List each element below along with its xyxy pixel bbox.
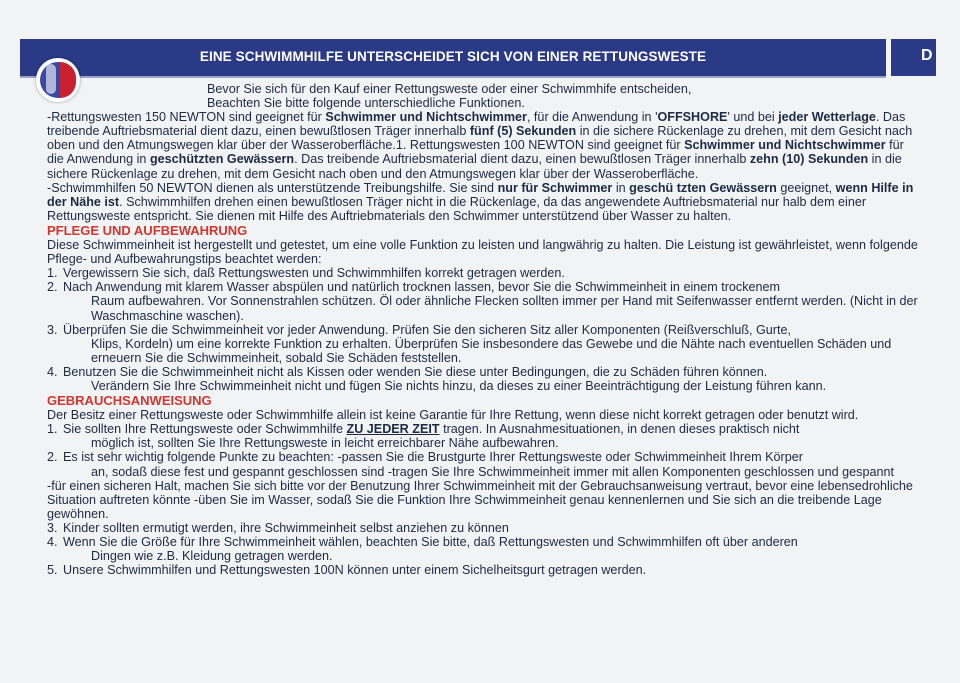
text-run: in die sichere Rückenlage zu drehen, mit dem Gesicht nach oben und den Atmungswegen klar über der Wasseroberfläche.1. Rettungswesten 100 NEWTON sind geeignet für	[47, 124, 913, 153]
bold-run: geschützten Gewässern	[149, 152, 295, 167]
list-item-continuation: möglich ist, sollten Sie Ihre Rettungsweste in leicht erreichbarer Nähe aufbewahren.	[91, 436, 559, 451]
text-run: . Schwimmhilfen drehen einen bewußtlosen Träger nicht in die Rückenlage, da das angewendete Auftriebsmaterial nur halb dem einer Rettungsweste entspricht. Sie dienen mit Hilfe des Auftriebmaterials den Schwimmer unterstützend über Wasser zu halten.	[47, 194, 867, 223]
list-item	[47, 280, 922, 294]
gebrauch-dash-paragraph: -für einen sicheren Halt, machen Sie sich bitte vor der Benutzung Ihrer Schwimmeinheit mit der Gebrauchsanweisung vertraut, bevor eine lebensedrohliche Situation auftreten könnte -üben Sie im Wasser, sodaß Sie die Funktion Ihre Schwimmeinheit genau kennenlernen und Sie sich an die treibende Lage gewöhnen.	[47, 478, 913, 521]
item-text: Benutzen Sie die Schwimmeinheit nicht als Kissen oder wenden Sie diese unter Bedingungen, die zu Schäden führen können.	[63, 364, 768, 379]
item-text: tragen. In Ausnahmesituationen, in denen dieses praktisch nicht	[439, 422, 800, 437]
list-item	[47, 365, 922, 379]
list-item-continuation: Verändern Sie Ihre Schwimmeinheit nicht und fügen Sie nichts hinzu, da dieses zu einer Beeinträchtigung der Leistung führen kann.	[91, 378, 827, 393]
text-run: . Das treibende Auftriebsmaterial dient dazu, einen bewußtlosen Träger innerhalb	[47, 110, 906, 139]
text-run: für die Anwendung in	[47, 138, 904, 167]
item-text: Unsere Schwimmhilfen und Rettungswesten 100N können unter einem Sichelheitsgurt getragen werden.	[63, 563, 647, 578]
list-item	[47, 323, 922, 337]
item-text: Wenn Sie die Größe für Ihre Schwimmeinheit wählen, beachten Sie bitte, daß Rettungswesten und Schwimmhilfen oft über anderen	[63, 535, 798, 549]
list-item-continuation: Klips, Kordeln) um eine korrekte Funktion zu erhalten. Überprüfen Sie insbesondere das Gewebe und die Nähte nach eventuellen Schäden und erneuern Sie die Schwimmeinheit, sobald Sie Schäden feststellen.	[91, 336, 892, 365]
item-text: Überprüfen Sie die Schwimmeinheit vor jeder Anwendung. Prüfen Sie den sicheren Sitz aller Komponenten (Reißverschluß, Gurte,	[63, 322, 792, 337]
item-number: 3.	[47, 520, 58, 535]
item-text: Vergewissern Sie sich, daß Rettungswesten und Schwimmhilfen korrekt getragen werden.	[63, 266, 565, 281]
next-page-tab	[891, 39, 936, 76]
item-text: Sie sollten Ihre Rettungsweste oder Schwimmhilfe	[63, 422, 347, 437]
paragraph-schwimmhilfen	[47, 181, 922, 223]
intro-line-1: Bevor Sie sich für den Kauf einer Rettungsweste oder einer Schwimmhife entscheiden,	[207, 82, 692, 96]
item-number: 2.	[47, 450, 58, 465]
section-header-bar	[20, 39, 886, 78]
bold-run: geschü tzten Gewässern	[629, 180, 777, 195]
text-run: ' und bei	[727, 110, 779, 125]
text-run: in	[612, 180, 630, 195]
emphasis-underlined: ZU JEDER ZEIT	[346, 422, 440, 437]
bold-run: wenn Hilfe in der Nähe ist	[47, 180, 914, 209]
item-number: 1.	[47, 266, 58, 281]
item-number: 3.	[47, 322, 58, 337]
heading-gebrauch: GEBRAUCHSANWEISUNG	[47, 393, 212, 409]
heading-pflege: PFLEGE UND AUFBEWAHRUNG	[47, 222, 248, 238]
text-run: . Das treibende Auftriebsmaterial dient dazu, einen bewußtlosen Träger innerhalb	[294, 152, 750, 167]
item-number: 2.	[47, 280, 58, 295]
item-number: 1.	[47, 422, 58, 437]
text-run: , für die Anwendung in '	[526, 110, 658, 125]
intro-line-2: Beachten Sie bitte folgende unterschiedliche Funktionen.	[207, 96, 525, 111]
paragraph-rettungswesten	[47, 110, 922, 180]
list-item-continuation: an, sodaß diese fest und gespannt geschlossen sind -tragen Sie Ihre Schwimmeinheit immer mit allen Komponenten geschlossen und gespannt	[91, 464, 894, 479]
item-text: Nach Anwendung mit klarem Wasser abspülen und natürlich trocknen lassen, bevor Sie die Schwimmeinheit in einem trockenem	[63, 280, 781, 295]
list-item	[47, 563, 922, 577]
item-number: 5.	[47, 563, 58, 578]
bold-run: OFFSHORE	[657, 110, 728, 125]
list-item	[47, 535, 922, 549]
text-run: -Rettungswesten 150 NEWTON sind geeignet für	[47, 110, 326, 125]
list-item	[47, 266, 922, 280]
list-item-continuation: Dingen wie z.B. Kleidung getragen werden.	[91, 549, 333, 564]
text-run: geeignet,	[776, 180, 836, 195]
item-text: Kinder sollten ermutigt werden, ihre Schwimmeinheit selbst anziehen zu können	[63, 520, 509, 535]
bold-run: Schwimmer und Nichtschwimmer	[325, 110, 527, 125]
bold-run: jeder Wetterlage	[778, 110, 876, 125]
document-body	[47, 82, 922, 577]
bold-run: fünf (5) Sekunden	[469, 124, 577, 139]
section-title: EINE SCHWIMMHILFE UNTERSCHEIDET SICH VON EINER RETTUNGSWESTE	[199, 49, 707, 64]
bold-run: zehn (10) Sekunden	[749, 152, 869, 167]
bold-run: nur für Schwimmer	[497, 180, 613, 195]
gebrauch-intro: Der Besitz einer Rettungsweste oder Schwimmhilfe allein ist keine Garantie für Ihre Rettung, wenn diese nicht korrekt getragen oder benutzt wird.	[47, 408, 859, 423]
text-run: in die sichere Rückenlage zu drehen, mit dem Gesicht nach oben und den Atmungswegen klar über der Wasseroberfläche.	[47, 152, 902, 181]
next-page-tab-label: D	[921, 47, 933, 64]
pflege-intro: Diese Schwimmeinheit ist hergestellt und getestet, um eine volle Funktion zu leisten und langwährig zu halten. Die Leistung ist gewährleistet, wenn folgende Pflege- und Aufbewahrungstips beachtet werden:	[47, 238, 918, 267]
bold-run: Schwimmer und Nichtschwimmer	[684, 138, 886, 153]
list-item	[47, 422, 922, 436]
item-text: Es ist sehr wichtig folgende Punkte zu beachten: -passen Sie die Brustgurte Ihrer Rettungsweste oder Schwimmeinheit Ihrem Körper	[63, 450, 803, 465]
list-item	[47, 450, 922, 464]
list-item-continuation: Raum aufbewahren. Vor Sonnenstrahlen schützen. Öl oder ähnliche Flecken sollten immer per Hand mit Seifenwasser entfernt werden. (Nicht in der Waschmaschine waschen).	[91, 294, 918, 323]
item-number: 4.	[47, 535, 58, 549]
item-number: 4.	[47, 364, 58, 379]
list-item	[47, 521, 922, 535]
text-run: -Schwimmhilfen 50 NEWTON dienen als unterstützende Treibungshilfe. Sie sind	[47, 180, 498, 195]
